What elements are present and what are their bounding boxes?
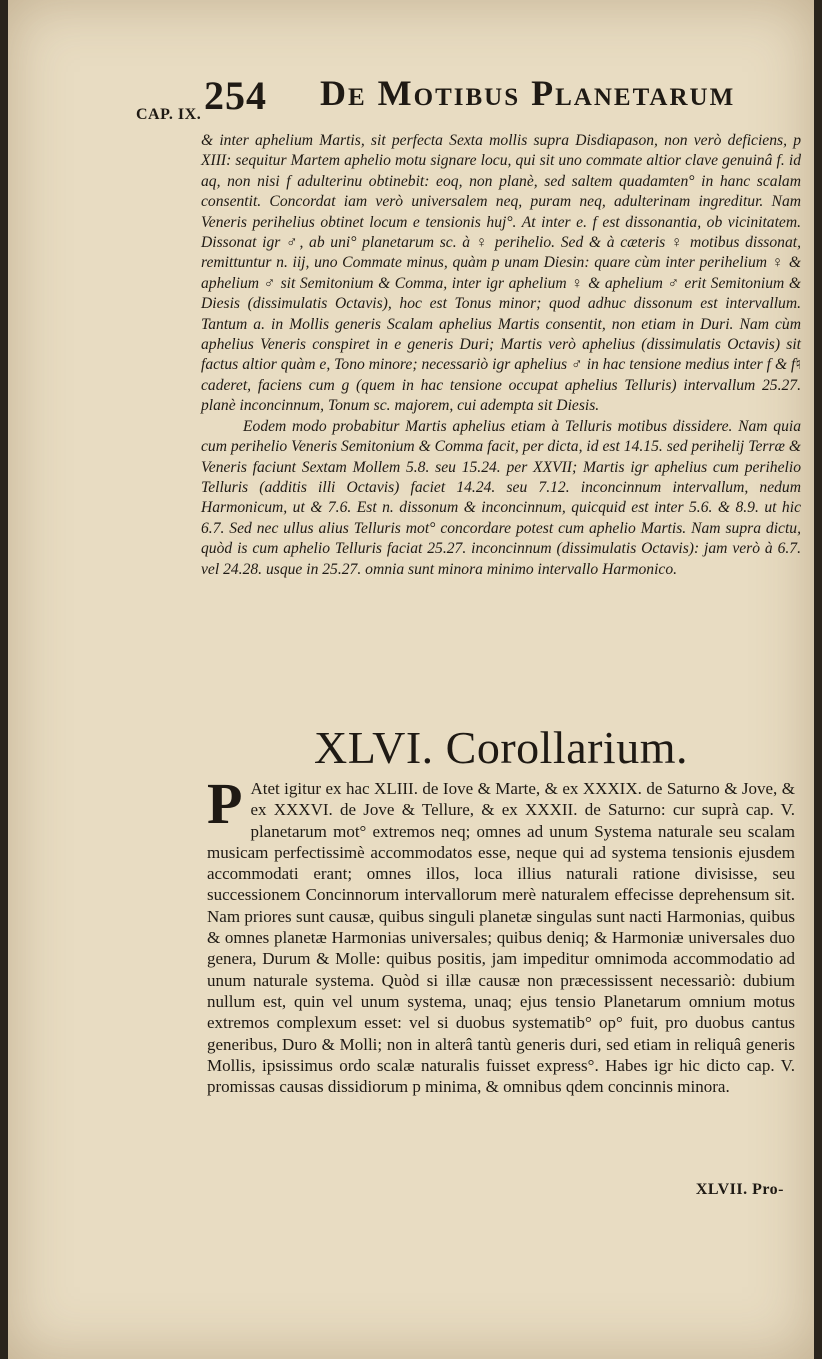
drop-cap: P — [207, 771, 243, 836]
book-page — [8, 0, 814, 1359]
catchword: XLVII. Pro- — [695, 1181, 784, 1198]
running-title: De Motibus Planetarum — [320, 73, 736, 113]
page-number: 254 — [204, 73, 267, 118]
corollarium-paragraph — [207, 771, 795, 1097]
italic-paragraph-2: Eodem modo probabitur Martis aphelius etiam à Telluris motibus dissidere. Nam quia cum perihelio Veneris Semitonium & Comma facit, per dicta, id est 14.15. sed perihelij Terræ & Veneris faciunt Sextam Mollem 5.8. seu 15.24. per XXVII; Martis igr aphelius cum perihelio Telluris (additis illi Octavis) faciet 14.24. seu 7.12. inconcinnum intervallum, nedum Harmonicum, ut & 7.6. Est n. dissonum & inconcinnum, quicquid est inter 5.6. & 8.9. ut hic 6.7. Sed nec ullus alius Telluris mot° concordare potest cum aphelio Martis. Nam supra dictu, quòd is cum aphelio Telluris faciat 25.27. inconcinnum (dissimulatis Octavis): jam verò à 6.7. vel 24.28. usque in 25.27. omnia sunt minora minimo intervallo Harmonico. — [201, 417, 801, 578]
italic-text-block — [201, 131, 801, 580]
corollarium-text: Atet igitur ex hac XLIII. de Iove & Marte, & ex XXXIX. de Saturno & Jove, & ex XXXVI. de Jove & Tellure, & ex XXXII. de Saturno: cur suprà cap. V. planetarum mot° extremos neq; omnes ad unum Systema naturale seu scalam musicam perfectissimè accommodatos esse, neque qui ad systema tensionis ejusdem accommodati erant; omnes illos, loca illius naturali ratione divisisse, seu successionem Concinnorum intervallorum merè naturalem effecisse deprehensum sit. Nam priores sunt causæ, quibus singuli planetæ singulas sunt nacti Harmonias, quibus & omnes planetæ Harmonias universales; quibus deniq; & Harmoniæ universales duo genera, Durum & Molle: quibus positis, jam impeditur omnimoda accommodatio ad unum naturale systema. Quòd si illæ causæ non præcessissent necessariò: dubium nullum est, quin vel unum systema, unaq; ejus tensio Planetarum omnium motus extremos complexum esset: vel si duobus systematib° op° fuit, pro duobus cantus generibus, Duro & Molli; non in alterâ tantù generis duri, sed etiam in reliquâ generis Mollis, ipsissimus ordo scalæ naturalis fuisset express°. Habes igr hic dicto cap. V. promissas causas dissidiorum p minima, & omnibus qdem concinnis minora. — [207, 779, 795, 1097]
chapter-label: CAP. IX. — [136, 106, 202, 123]
section-heading: XLVI. Corollarium. — [314, 722, 688, 773]
italic-paragraph-1: & inter aphelium Martis, sit perfecta Sexta mollis supra Disdiapason, non verò deficiens, p XIII: sequitur Martem aphelio motu signare locu, qui sit uno commate altior clave genuinâ f. id aq, non nisi f adulterinu obtinebit: eoq, non planè, sed saltem quadamten° in hanc scalam consentit. Concordat iam verò universalem neq, puram neq, adulterinam ingreditur. Nam Veneris perihelius obtinet locum e tensionis huj°. At inter e. f est dissonantia, ob vicinitatem. Dissonat igr ♂, ab uni° planetarum sc. à ♀ perihelio. Sed & à cæteris ♀ motibus dissonat, remittuntur n. iij, uno Commate minus, quàm p unam Diesin: quare cùm inter perihelium ♀ & aphelium ♂ sit Semitonium & Comma, inter igr aphelium ♀ & aphelium ♂ erit Semitonium & Diesis (dissimulatis Octavis), hoc est Tonus minor; quod adhuc dissonum est intervallum. Tantum a. in Mollis generis Scalam aphelius Martis consentit, non etiam in Duri. Nam cùm aphelius Veneris conspiret in e generis Duri; Martis verò aphelius (dissimulatis Octavis) sit factus altior quàm e, Tono minore; necessariò igr aphelius ♂ in hac tensione medius inter f & f♮ caderet, faciens cum g (quem in hac tensione occupat aphelius Telluris) intervallum 25.27. planè inconcinnum, Tonum sc. majorem, cui adempta sit Diesis. — [201, 132, 801, 415]
